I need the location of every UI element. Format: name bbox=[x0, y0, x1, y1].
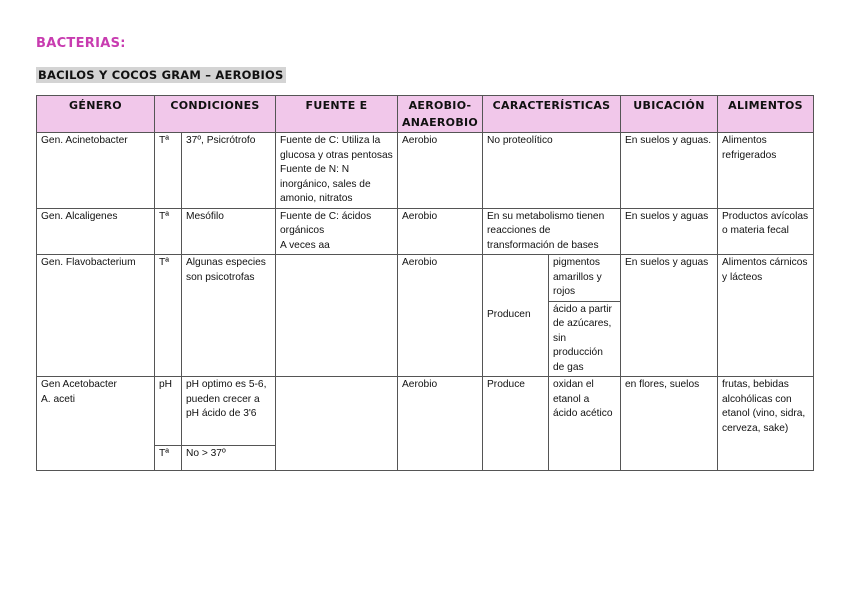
cell-car-label: Producen bbox=[483, 255, 549, 377]
document-title: BACTERIAS: bbox=[36, 36, 126, 51]
cell-caracteristicas: En su metabolismo tienen reacciones de transformación de bases bbox=[483, 208, 621, 255]
cell-alimentos: Productos avícolas o materia fecal bbox=[718, 208, 814, 255]
cell-cond-label: Tª bbox=[155, 133, 182, 209]
cell-fuente: Fuente de C: ácidos orgánicos A veces aa bbox=[276, 208, 398, 255]
section-subtitle: BACILOS Y COCOS GRAM – AEROBIOS bbox=[38, 68, 284, 82]
header-aerobio: AEROBIO- ANAEROBIO bbox=[398, 96, 483, 133]
cell-aerobio: Aerobio bbox=[398, 255, 483, 377]
cell-cond-label: pH bbox=[155, 377, 182, 446]
cell-cond-value: Algunas especies son psicotrofas bbox=[182, 255, 276, 377]
cell-ubicacion: En suelos y aguas bbox=[621, 208, 718, 255]
cell-fuente bbox=[276, 255, 398, 377]
table-row bbox=[37, 255, 814, 302]
cell-car-item: ácido a partir de azúcares, sin producción de gas bbox=[549, 301, 621, 377]
cell-caracteristicas: No proteolítico bbox=[483, 133, 621, 209]
cell-fuente: Fuente de C: Utiliza la glucosa y otras pentosas Fuente de N: N inorgánico, sales de amonio, nitratos bbox=[276, 133, 398, 209]
header-caracteristicas: CARACTERÍSTICAS bbox=[483, 96, 621, 133]
cell-cond-label: Tª bbox=[155, 446, 182, 471]
header-fuente: FUENTE E bbox=[276, 96, 398, 133]
cell-aerobio: Aerobio bbox=[398, 377, 483, 471]
header-condiciones: CONDICIONES bbox=[155, 96, 276, 133]
cell-ubicacion: En suelos y aguas. bbox=[621, 133, 718, 209]
cell-alimentos: frutas, bebidas alcohólicas con etanol (vino, sidra, cerveza, sake) bbox=[718, 377, 814, 471]
cell-cond-value: Mesófilo bbox=[182, 208, 276, 255]
cell-cond-value: No > 37º bbox=[182, 446, 276, 471]
cell-cond-value: 37º, Psicrótrofo bbox=[182, 133, 276, 209]
table-row bbox=[37, 133, 814, 209]
header-genero: GÉNERO bbox=[37, 96, 155, 133]
cell-genero: Gen. Alcaligenes bbox=[37, 208, 155, 255]
cell-cond-label: Tª bbox=[155, 208, 182, 255]
header-alimentos: ALIMENTOS bbox=[718, 96, 814, 133]
cell-aerobio: Aerobio bbox=[398, 208, 483, 255]
cell-car-value: oxidan el etanol a ácido acético bbox=[549, 377, 621, 471]
cell-ubicacion: En suelos y aguas bbox=[621, 255, 718, 377]
cell-alimentos: Alimentos cárnicos y lácteos bbox=[718, 255, 814, 377]
cell-car-label: Produce bbox=[483, 377, 549, 471]
cell-alimentos: Alimentos refrigerados bbox=[718, 133, 814, 209]
table-header-row bbox=[37, 96, 814, 133]
bacteria-table bbox=[36, 95, 814, 471]
cell-genero: Gen. Acinetobacter bbox=[37, 133, 155, 209]
cell-genero: Gen. Flavobacterium bbox=[37, 255, 155, 377]
cell-cond-value: pH optimo es 5-6, pueden crecer a pH ácido de 3'6 bbox=[182, 377, 276, 446]
cell-genero: Gen Acetobacter A. aceti bbox=[37, 377, 155, 471]
cell-car-item: pigmentos amarillos y rojos bbox=[549, 255, 621, 302]
table-row bbox=[37, 377, 814, 446]
header-ubicacion: UBICACIÓN bbox=[621, 96, 718, 133]
cell-ubicacion: en flores, suelos bbox=[621, 377, 718, 471]
cell-aerobio: Aerobio bbox=[398, 133, 483, 209]
cell-fuente bbox=[276, 377, 398, 471]
cell-cond-label: Tª bbox=[155, 255, 182, 377]
table-row bbox=[37, 208, 814, 255]
